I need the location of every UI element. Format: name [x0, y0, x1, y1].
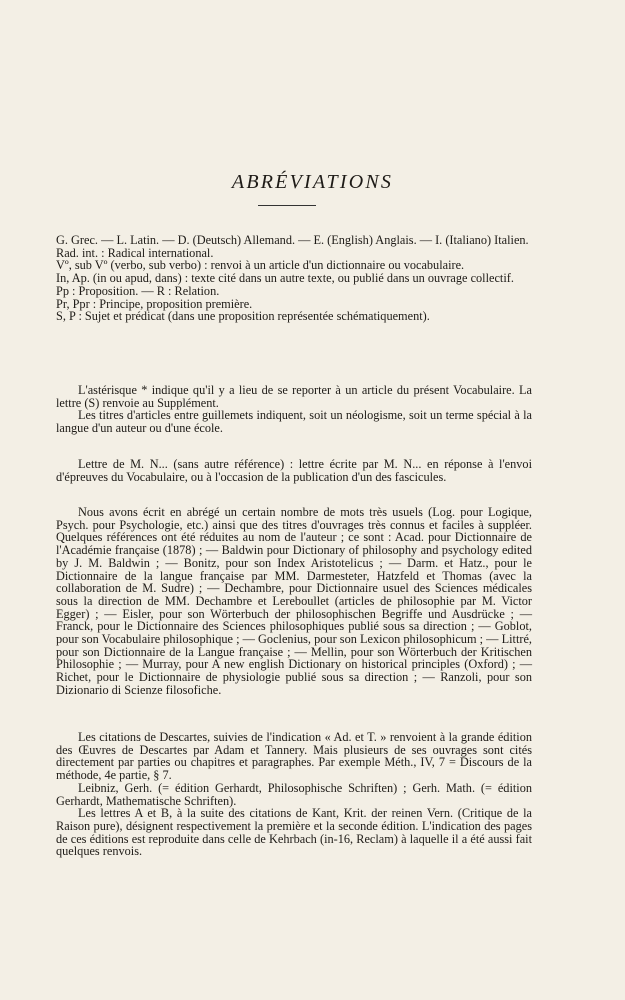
citations-block: [56, 731, 532, 858]
leibniz-paragraph: Leibniz, Gerh. (= édition Gerhardt, Philosophische Schriften) ; Gerh. Math. (= édition Gerhardt, Mathematische Schriften).: [56, 780, 532, 808]
abridged-paragraph: Nous avons écrit en abrégé un certain nombre de mots très usuels (Log. pour Logique, Psych. pour Psychologie, etc.) ainsi que des titres d'ouvrages très connus et faciles à suppléer. Quelques références ont été réduites au nom de l'auteur ; ce sont : Acad. pour Dictionnaire de l'Académie française (1878) ; — Baldwin pour Dictionary of philosophy and psychology edited by J. M. Baldwin ; — Bonitz, pour son Index Aristotelicus ; — Darm. et Hatz., pour le Dictionnaire de la langue française par MM. Darmesteter, Hatzfeld et Thomas (avec la collaboration de M. Sudre) ; — Dechambre, pour Dictionnaire usuel des Sciences médicales sous la direction de MM. Dechambre et Lereboullet (articles de philosophie par M. Victor Egger) ; — Eisler, pour son Wörterbuch der philosophischen Begriffe und Ausdrücke ; — Franck, pour le Dictionnaire des Sciences philosophiques publié sous sa direction ; — Goblot, pour son Vocabulaire philosophique ; — Goclenius, pour son Lexicon philosophicum ; — Littré, pour son Dictionnaire de la Langue française ; — Mellin, pour son Wörterbuch der Kritischen Philosophie ; — Murray, pour A new english Dictionary on historical principles (Oxford) ; — Richet, pour le Dictionnaire de physiologie publié sous sa direction ; — Ranzoli, pour son Dizionario di Scienze filosofiche.: [56, 505, 532, 697]
abbreviation-entry: S, P : Sujet et prédicat (dans une proposition représentée schématiquement).: [56, 309, 430, 324]
lettre-paragraph: Lettre de M. N... (sans autre référence) : lettre écrite par M. N... en réponse à l'envoi d'épreuves du Vocabulaire, ou à l'occasion de la publication d'un des fascicules.: [56, 457, 532, 484]
abridged-references-block: [56, 506, 532, 697]
abbreviation-entry: G. Grec. — L. Latin. — D. (Deutsch) Allemand. — E. (English) Anglais. — I. (Italiano) Italien.: [56, 233, 529, 247]
title-underline: [258, 205, 316, 206]
abbreviation-entry: Rad. int. : Radical international.: [56, 245, 214, 260]
abbreviation-entry: In, Ap. (in ou apud, dans) : texte cité dans un autre texte, ou publié dans un ouvrage collectif.: [56, 271, 514, 286]
abbreviation-entry: Pp : Proposition. — R : Relation.: [56, 283, 220, 298]
abbreviation-entry: Vº, sub Vº (verbo, sub verbo) : renvoi à un article d'un dictionnaire ou vocabulaire.: [56, 258, 465, 273]
lettre-note-block: [56, 458, 532, 483]
page-title: ABRÉVIATIONS: [231, 171, 394, 193]
asterisk-note-block: [56, 384, 532, 435]
abbreviations-list: [56, 234, 532, 323]
abbreviation-entry: Pr, Ppr : Principe, proposition première.: [56, 296, 253, 311]
asterisk-paragraph: L'astérisque * indique qu'il y a lieu de se reporter à un article du présent Vocabulaire. La lettre (S) renvoie au Supplément.: [56, 383, 532, 410]
kant-paragraph: Les lettres A et B, à la suite des citations de Kant, Krit. der reinen Vern. (Critique de la Raison pure), désignent respectivement la première et la seconde édition. L'indication des pages de ces éditions est reproduite dans celle de Kehrbach (in-16, Reclam) à laquelle il a été aussi fait quelques renvois.: [56, 806, 532, 859]
quotes-paragraph: Les titres d'articles entre guillemets indiquent, soit un néologisme, soit un terme spécial à la langue d'un auteur ou d'une école.: [56, 408, 532, 436]
descartes-paragraph: Les citations de Descartes, suivies de l'indication « Ad. et T. » renvoient à la grande édition des Œuvres de Descartes par Adam et Tannery. Mais plusieurs de ses ouvrages sont cités directement par parties ou chapitres et paragraphes. Par exemple Méth., IV, 7 = Discours de la méthode, 4e partie, § 7.: [56, 730, 532, 783]
